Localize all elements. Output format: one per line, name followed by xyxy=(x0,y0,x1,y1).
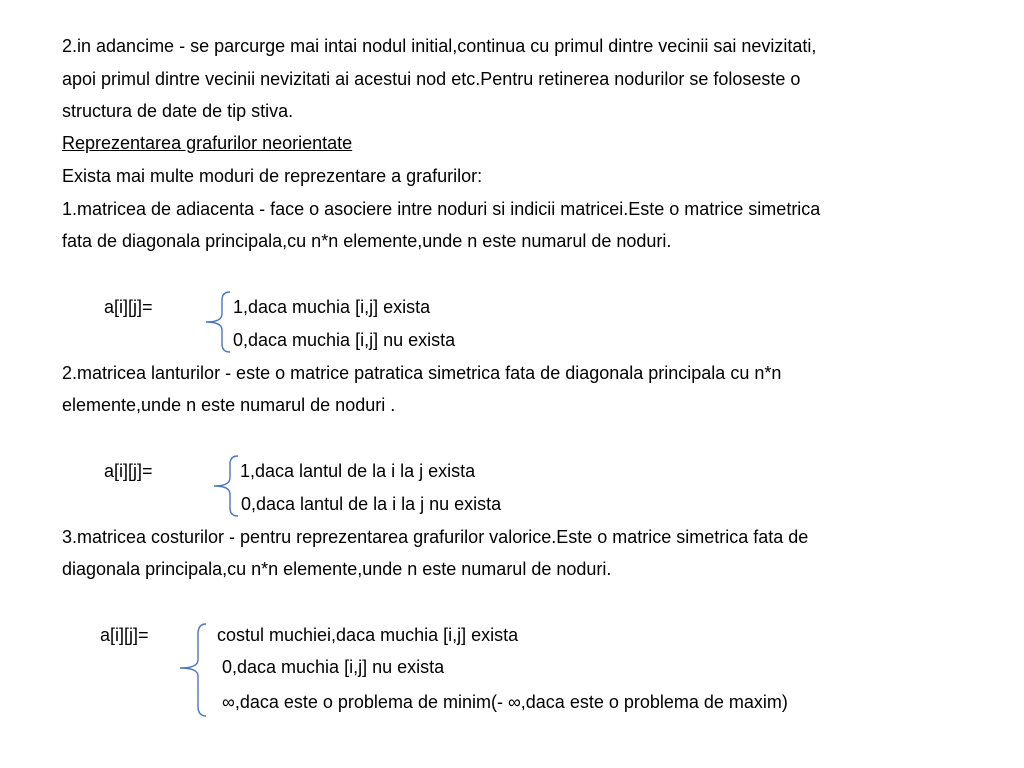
costs-brace-icon xyxy=(176,622,216,718)
costs-description-line-1: 3.matricea costurilor - pentru reprezentarea grafurilor valorice.Este o matrice simetrica fata de xyxy=(62,527,809,547)
chains-description-line-2: elemente,unde n este numarul de noduri . xyxy=(62,395,396,415)
costs-formula-lhs: a[i][j]= xyxy=(100,625,149,645)
costs-case-2: 0,daca muchia [i,j] nu exista xyxy=(222,657,445,677)
chains-formula-lhs: a[i][j]= xyxy=(104,461,153,481)
adjacency-description-line-1: 1.matricea de adiacenta - face o asociere intre noduri si indicii matricei.Este o matrice simetrica xyxy=(62,199,821,219)
chains-case-2: 0,daca lantul de la i la j nu exista xyxy=(241,494,502,514)
paragraph-dfs-line-1: 2.in adancime - se parcurge mai intai nodul initial,continua cu primul dintre vecinii sai nevizitati, xyxy=(62,36,817,56)
adjacency-description-line-2: fata de diagonala principala,cu n*n elemente,unde n este numarul de noduri. xyxy=(62,231,672,251)
paragraph-dfs-line-2: apoi primul dintre vecinii nevizitati ai acestui nod etc.Pentru retinerea nodurilor se foloseste o xyxy=(62,69,801,89)
chains-description-line-1: 2.matricea lanturilor - este o matrice patratica simetrica fata de diagonala principala cu n*n xyxy=(62,363,782,383)
paragraph-dfs-line-3: structura de date de tip stiva. xyxy=(62,101,294,121)
adjacency-case-1: 1,daca muchia [i,j] exista xyxy=(233,297,431,317)
chains-case-1: 1,daca lantul de la i la j exista xyxy=(240,461,476,481)
adjacency-case-2: 0,daca muchia [i,j] nu exista xyxy=(233,330,456,350)
adjacency-formula-lhs: a[i][j]= xyxy=(104,297,153,317)
costs-case-1: costul muchiei,daca muchia [i,j] exista xyxy=(217,625,519,645)
costs-description-line-2: diagonala principala,cu n*n elemente,unde n este numarul de noduri. xyxy=(62,559,612,579)
costs-case-3: ∞,daca este o problema de minim(- ∞,daca este o problema de maxim) xyxy=(222,692,788,712)
section-heading: Reprezentarea grafurilor neorientate xyxy=(62,133,353,153)
intro-text: Exista mai multe moduri de reprezentare a grafurilor: xyxy=(62,166,483,186)
